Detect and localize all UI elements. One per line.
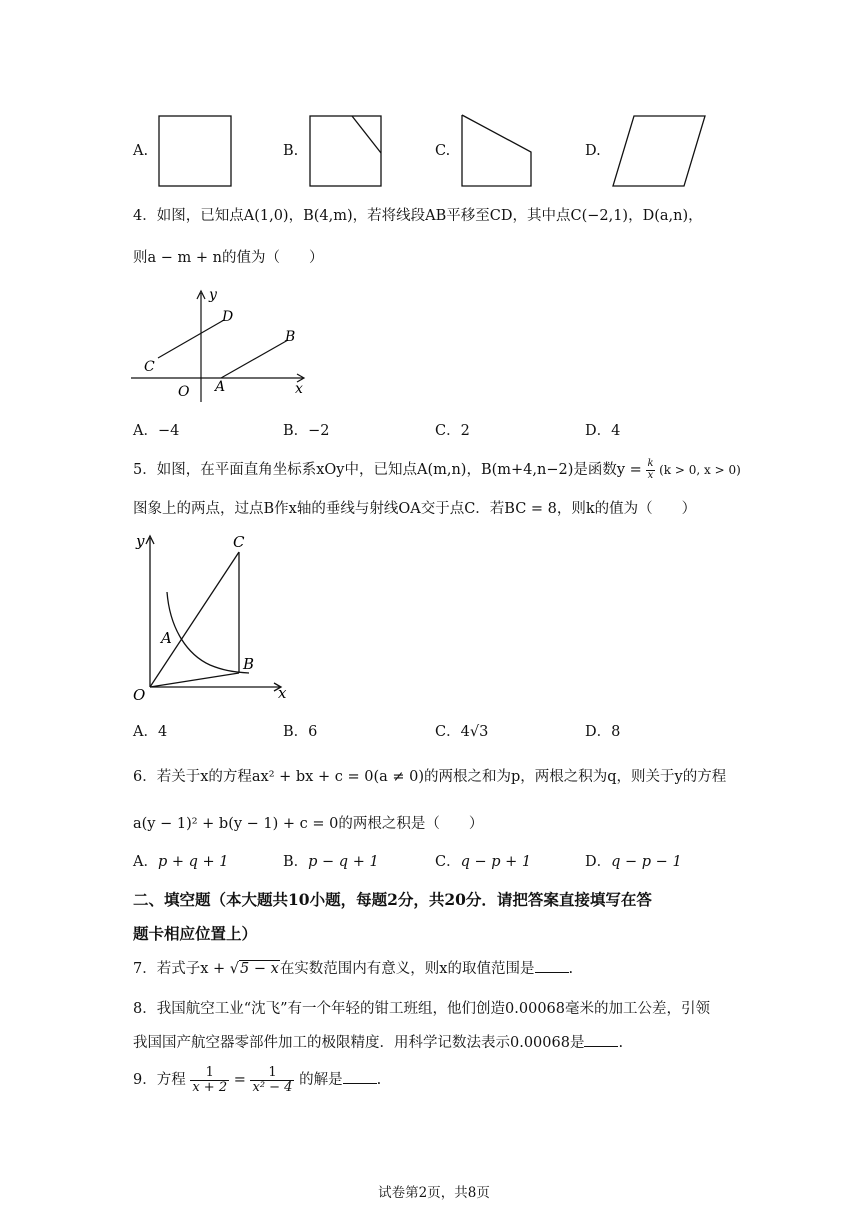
q7-text: 7．若式子x + √5 − x在实数范围内有意义，则x的取值范围是 .: [133, 961, 574, 977]
q4-segment-cd: [158, 320, 224, 358]
q5-line1: 5．如图，在平面直角坐标系xOy中，已知点A(m,n)，B(m+4,n−2)是函数y = $\frac{k}{x}$ (k > 0, x > 0): [133, 458, 741, 481]
q3-option-a-label: A.: [133, 143, 149, 159]
q5-option-c: C．4√3: [435, 724, 489, 740]
q3-square-figure: [158, 115, 234, 187]
q9-fraction-2: $\frac{1}{\text{x² − 4}}$: [252, 1065, 293, 1095]
q6-line1: 6．若关于x的方程ax² + bx + c = 0(a ≠ 0)的两根之和为p，两根之积为q，则关于y的方程: [133, 769, 727, 785]
q4-coordinate-figure: [128, 285, 313, 405]
page-footer: 试卷第2页，共8页: [378, 1185, 490, 1201]
q4-segment-ab: [221, 340, 288, 378]
q4-line2: 则a − m + n的值为（ ）: [133, 250, 324, 266]
q4-option-b: B．−2: [283, 423, 330, 439]
q5-line2: 图象上的两点，过点B作x轴的垂线与射线OA交于点C．若BC = 8，则k的值为（ ）: [133, 501, 697, 517]
q6-option-c: C．q − p + 1: [435, 854, 532, 870]
q5-hyperbola-curve: [167, 592, 249, 673]
q5-option-d: D．8: [585, 724, 621, 740]
q8-line1: 8．我国航空工业“沈飞”有一个年轻的钳工班组，他们创造0.00068毫米的加工公差，引领: [133, 1001, 711, 1017]
q4-option-c: C．2: [435, 423, 470, 439]
q4-label-d: D: [222, 309, 234, 325]
q3-trapezoid-figure: [461, 114, 535, 188]
q6-option-a: A．p + q + 1: [133, 854, 229, 870]
q5-label-x: x: [278, 684, 287, 702]
q4-label-x: x: [295, 381, 303, 397]
q6-line2: a(y − 1)² + b(y − 1) + c = 0的两根之积是（ ）: [133, 816, 484, 832]
q5-segment-ob: [150, 673, 239, 687]
q5-option-a: A．4: [133, 724, 168, 740]
q3-option-b-label: B.: [283, 143, 299, 159]
q8-answer-blank: [584, 1045, 618, 1047]
q4-label-y: y: [209, 287, 217, 303]
q6-option-b: B．p − q + 1: [283, 854, 379, 870]
q3-option-d-label: D.: [585, 143, 601, 159]
q9-text: 9．方程 $\frac{1}{x + 2}$ = $\frac{1}{\text{x² − 4}}$ 的解是 .: [133, 1065, 382, 1095]
q5-label-b: B: [243, 655, 255, 673]
q3-option-c-label: C.: [435, 143, 451, 159]
q5-ray-oc: [150, 552, 239, 687]
section2-heading-line2: 题卡相应位置上）: [133, 924, 258, 943]
q4-label-a: A: [215, 379, 226, 395]
q6-option-d: D．q − p − 1: [585, 854, 682, 870]
q5-label-a: A: [161, 629, 172, 647]
q5-option-b: B．6: [283, 724, 318, 740]
q8-line2: 我国国产航空器零部件加工的极限精度．用科学记数法表示0.00068是 .: [133, 1035, 624, 1051]
q4-option-a: A．−4: [133, 423, 180, 439]
q5-label-c: C: [233, 533, 245, 551]
q5-label-o: O: [133, 686, 146, 704]
q5-hyperbola-figure: [130, 530, 295, 705]
q9-fraction-1: $\frac{1}{x + 2}$: [192, 1065, 228, 1095]
q4-line1: 4．如图，已知点A(1,0)，B(4,m)，若将线段AB平移至CD，其中点C(−2,1)，D(a,n)，: [133, 208, 703, 224]
q3-cut-square-figure: [309, 115, 385, 187]
q9-answer-blank: [343, 1082, 377, 1084]
q7-answer-blank: [535, 971, 569, 973]
section2-heading-line1: 二、填空题（本大题共10小题，每题2分，共20分．请把答案直接填写在答: [133, 890, 652, 909]
q5-label-y: y: [136, 532, 145, 550]
q3-parallelogram-figure: [612, 115, 708, 187]
q4-label-o: O: [178, 384, 190, 400]
q4-option-d: D．4: [585, 423, 621, 439]
q4-label-c: C: [144, 359, 155, 375]
q4-label-b: B: [285, 329, 296, 345]
q5-fraction-k-over-x: $\frac{k}{x}$: [647, 458, 654, 481]
